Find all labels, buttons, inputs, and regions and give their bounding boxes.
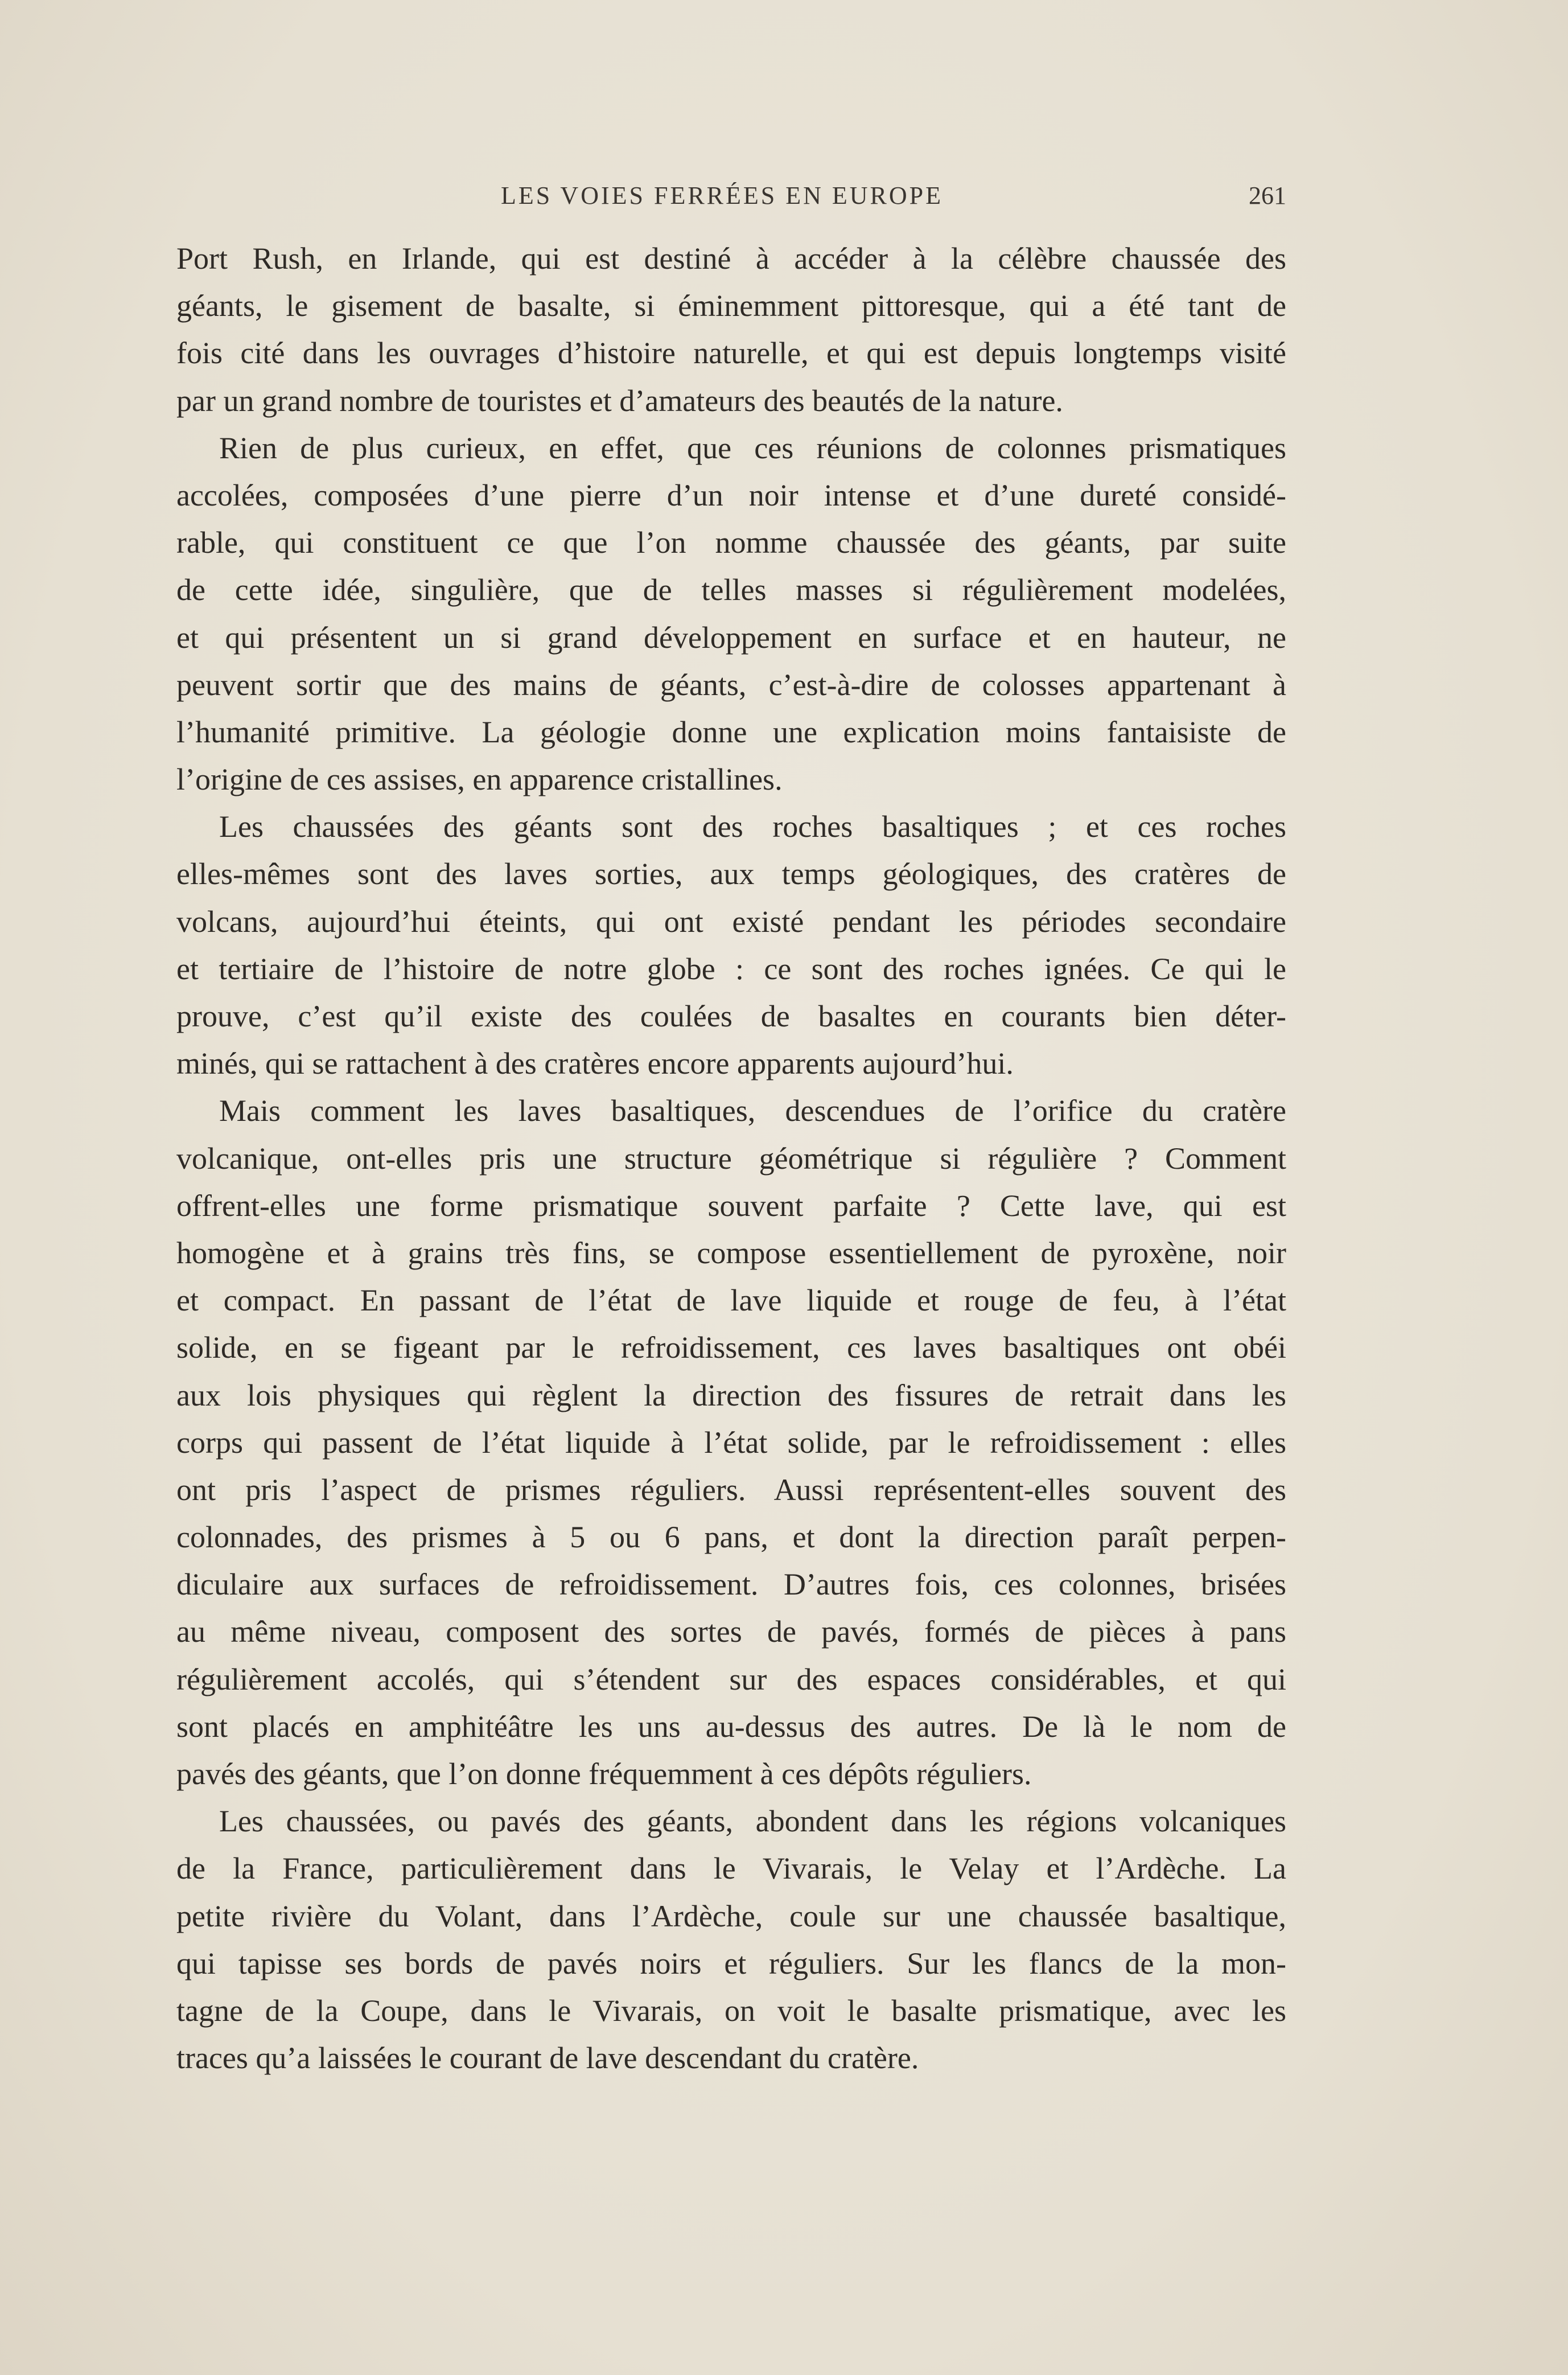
text-line: Les chaussées des géants sont des roches basaltiques ; et ces roches [219, 810, 1286, 844]
text-line: colonnades, des prismes à 5 ou 6 pans, et dont la direction paraît perpen- [176, 1520, 1286, 1555]
text-line: offrent-elles une forme prismatique souvent parfaite ? Cette lave, qui est [176, 1188, 1286, 1223]
page-header [176, 181, 1286, 215]
text-line: ont pris l’aspect de prismes réguliers. Aussi représentent-elles souvent des [176, 1472, 1286, 1507]
text-line: l’humanité primitive. La géologie donne une explication moins fantaisiste de [176, 714, 1286, 749]
text-line: volcans, aujourd’hui éteints, qui ont existé pendant les périodes secondaire [176, 904, 1286, 939]
text-line: qui tapisse ses bords de pavés noirs et réguliers. Sur les flancs de la mon- [176, 1946, 1286, 1980]
text-line: diculaire aux surfaces de refroidissement. D’autres fois, ces colonnes, brisées [176, 1567, 1286, 1602]
text-line: volcanique, ont-elles pris une structure géométrique si régulière ? Comment [176, 1141, 1286, 1176]
text-line: petite rivière du Volant, dans l’Ardèche, coule sur une chaussée basaltique, [176, 1899, 1286, 1933]
text-line: Port Rush, en Irlande, qui est destiné à accéder à la célèbre chaussée des [176, 241, 1286, 276]
text-line: solide, en se figeant par le refroidissement, ces laves basaltiques ont obéi [176, 1330, 1286, 1365]
text-line: corps qui passent de l’état liquide à l’état solide, par le refroidissement : elles [176, 1425, 1286, 1460]
text-line: pavés des géants, que l’on donne fréquemment à ces dépôts réguliers. [176, 1757, 1032, 1791]
body-text [176, 235, 1286, 2082]
text-line: fois cité dans les ouvrages d’histoire naturelle, et qui est depuis longtemps visité [176, 336, 1286, 371]
text-line: et tertiaire de l’histoire de notre globe : ce sont des roches ignées. Ce qui le [176, 951, 1286, 986]
text-line: régulièrement accolés, qui s’étendent sur des espaces considérables, et qui [176, 1662, 1286, 1696]
text-line: de la France, particulièrement dans le Vivarais, le Velay et l’Ardèche. La [176, 1851, 1286, 1886]
text-line: Rien de plus curieux, en effet, que ces réunions de colonnes prismatiques [219, 430, 1286, 465]
text-line: et compact. En passant de l’état de lave liquide et rouge de feu, à l’état [176, 1283, 1286, 1318]
text-line: l’origine de ces assises, en apparence cristallines. [176, 762, 783, 797]
text-line: aux lois physiques qui règlent la direction des fissures de retrait dans les [176, 1378, 1286, 1412]
text-line: peuvent sortir que des mains de géants, c’est-à-dire de colosses appartenant à [176, 667, 1286, 702]
text-line: et qui présentent un si grand développement en surface et en hauteur, ne [176, 620, 1286, 655]
text-line: par un grand nombre de touristes et d’amateurs des beautés de la nature. [176, 383, 1063, 418]
text-line: minés, qui se rattachent à des cratères encore apparents aujourd’hui. [176, 1046, 1014, 1081]
text-line: géants, le gisement de basalte, si éminemment pittoresque, qui a été tant de [176, 289, 1286, 323]
text-line: sont placés en amphitéâtre les uns au-dessus des autres. De là le nom de [176, 1709, 1286, 1744]
text-line: au même niveau, composent des sortes de pavés, formés de pièces à pans [176, 1614, 1286, 1649]
text-line: de cette idée, singulière, que de telles masses si régulièrement modelées, [176, 573, 1286, 607]
text-line: Les chaussées, ou pavés des géants, abondent dans les régions volcaniques [219, 1804, 1286, 1839]
page-number: 261 [1249, 182, 1286, 209]
text-line: traces qu’a laissées le courant de lave descendant du cratère. [176, 2041, 919, 2076]
text-line: rable, qui constituent ce que l’on nomme chaussée des géants, par suite [176, 525, 1286, 560]
text-line: tagne de la Coupe, dans le Vivarais, on voit le basalte prismatique, avec les [176, 1993, 1286, 2028]
text-line: elles-mêmes sont des laves sorties, aux temps géologiques, des cratères de [176, 857, 1286, 891]
text-line: homogène et à grains très fins, se compose essentiellement de pyroxène, noir [176, 1235, 1286, 1270]
text-line: accolées, composées d’une pierre d’un noir intense et d’une dureté considé- [176, 478, 1286, 512]
text-line: prouve, c’est qu’il existe des coulées de basaltes en courants bien déter- [176, 999, 1286, 1033]
text-line: Mais comment les laves basaltiques, descendues de l’orifice du cratère [219, 1094, 1286, 1128]
running-title: LES VOIES FERRÉES EN EUROPE [501, 182, 944, 209]
